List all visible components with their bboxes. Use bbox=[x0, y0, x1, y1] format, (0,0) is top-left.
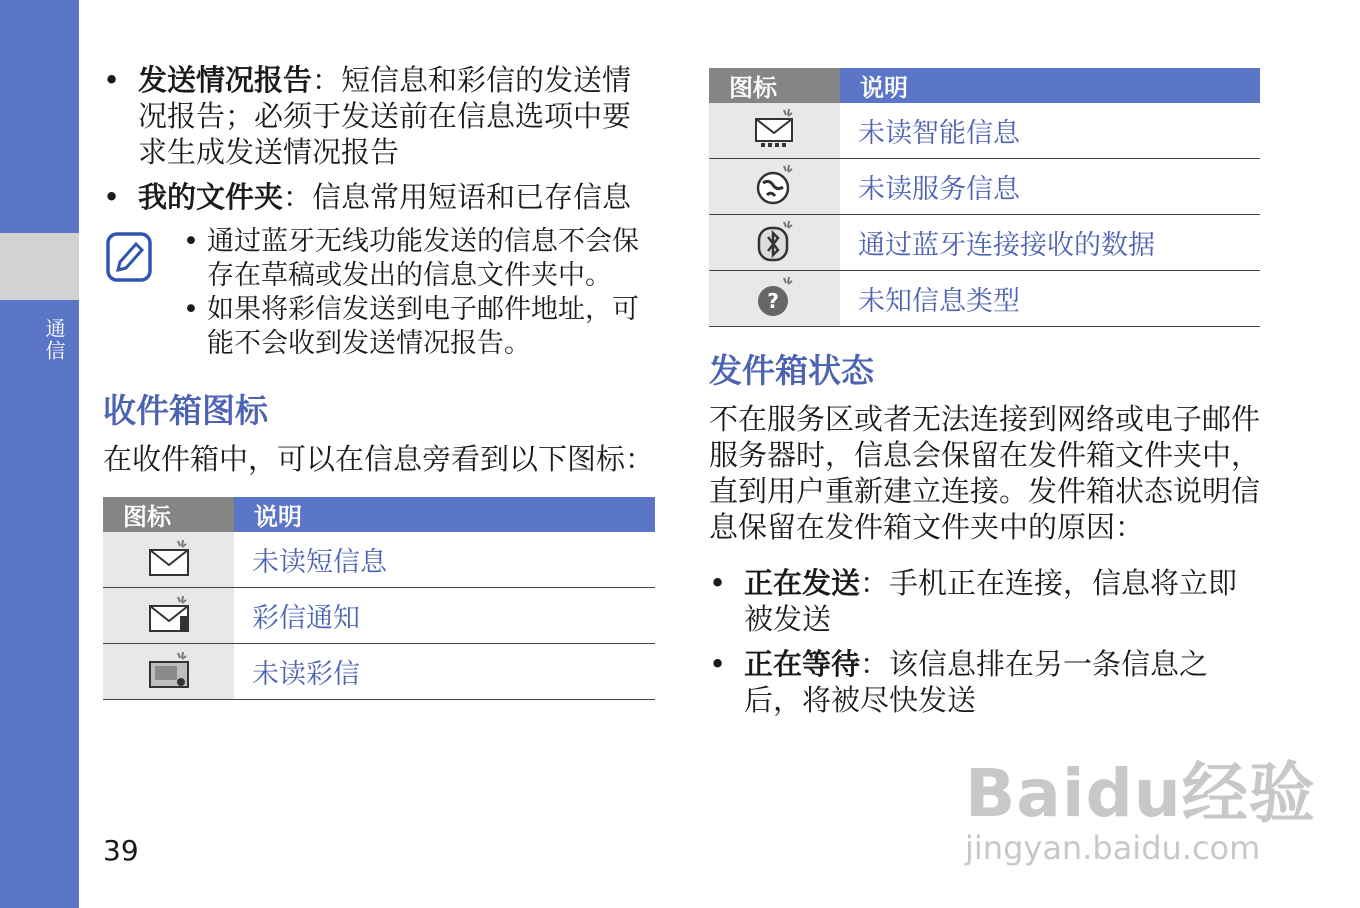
bullet-text: ：该信息排在另一条信息之后，将被尽快发送 bbox=[744, 647, 1209, 717]
note-pencil-icon bbox=[106, 232, 152, 282]
bullet-item bbox=[103, 62, 655, 170]
bullet-term: 发送情况报告 bbox=[138, 63, 313, 97]
table-cell-desc: 未读智能信息 bbox=[840, 103, 1260, 159]
sidebar-tab bbox=[0, 233, 79, 300]
bullet-item bbox=[103, 179, 655, 215]
table-row bbox=[103, 644, 655, 700]
table-header bbox=[709, 68, 1260, 103]
bullet-term: 正在发送 bbox=[744, 566, 861, 600]
table-row bbox=[709, 159, 1260, 215]
watermark-url: jingyan.baidu.com bbox=[965, 829, 1261, 867]
table-row bbox=[709, 271, 1260, 327]
bullet-text: ：手机正在连接，信息将立即被发送 bbox=[744, 566, 1238, 636]
outbox-heading: 发件箱状态 bbox=[709, 351, 874, 390]
message-icon-table bbox=[709, 68, 1260, 327]
table-cell-desc: 未读短信息 bbox=[234, 532, 655, 588]
bluetooth-data-icon bbox=[753, 219, 797, 263]
bullet-term: 正在等待 bbox=[744, 647, 861, 681]
col-icon-header: 图标 bbox=[709, 68, 840, 103]
bullet-text: ：短信息和彩信的发送情况报告；必须于发送前在信息选项中要求生成发送情况报告 bbox=[138, 63, 632, 169]
inbox-heading: 收件箱图标 bbox=[103, 391, 268, 430]
table-row bbox=[103, 588, 655, 644]
baidu-watermark bbox=[965, 740, 1316, 867]
table-row bbox=[709, 103, 1260, 159]
right-column bbox=[709, 68, 1260, 727]
table-cell-desc: 彩信通知 bbox=[234, 588, 655, 644]
note-item: • 通过蓝牙无线功能发送的信息不会保存在草稿或发出的信息文件夹中。 bbox=[183, 225, 655, 293]
table-cell-desc: 未读服务信息 bbox=[840, 159, 1260, 215]
table-cell-desc: 未知信息类型 bbox=[840, 271, 1260, 327]
col-desc-header: 说明 bbox=[840, 68, 1260, 103]
bullet-term: 我的文件夹 bbox=[138, 180, 284, 214]
inbox-icon-table bbox=[103, 497, 655, 700]
unread-service-message-icon bbox=[753, 163, 797, 207]
table-row bbox=[709, 215, 1260, 271]
outbox-intro: 不在服务区或者无法连接到网络或电子邮件服务器时，信息会保留在发件箱文件夹中，直到用户重新建立连接。发件箱状态说明信息保留在发件箱文件夹中的原因： bbox=[709, 402, 1261, 544]
table-cell-desc: 未读彩信 bbox=[234, 644, 655, 700]
inbox-intro: 在收件箱中，可以在信息旁看到以下图标： bbox=[103, 442, 655, 476]
page-number: 39 bbox=[103, 834, 139, 867]
sidebar bbox=[0, 0, 79, 908]
unread-smart-message-icon bbox=[753, 107, 797, 151]
svg-text:?: ? bbox=[766, 288, 779, 313]
bullet-text: ：信息常用短语和已存信息 bbox=[283, 180, 632, 214]
table-cell-desc: 通过蓝牙连接接收的数据 bbox=[840, 215, 1260, 271]
left-column bbox=[103, 62, 655, 700]
bullet-item bbox=[709, 646, 1260, 718]
col-icon-header: 图标 bbox=[103, 497, 234, 532]
mms-notification-icon bbox=[147, 594, 191, 634]
unread-mms-icon bbox=[147, 650, 191, 690]
table-row bbox=[103, 532, 655, 588]
table-header bbox=[103, 497, 655, 532]
unread-sms-icon bbox=[147, 538, 191, 578]
note-item: • 如果将彩信发送到电子邮件地址，可能不会收到发送情况报告。 bbox=[183, 293, 655, 361]
unknown-message-icon bbox=[753, 275, 797, 319]
note-box bbox=[103, 225, 655, 361]
section-label: 通信 bbox=[42, 318, 66, 362]
bullet-item bbox=[709, 565, 1260, 637]
watermark-brand: Baidu经验 bbox=[965, 755, 1316, 832]
col-desc-header: 说明 bbox=[234, 497, 655, 532]
